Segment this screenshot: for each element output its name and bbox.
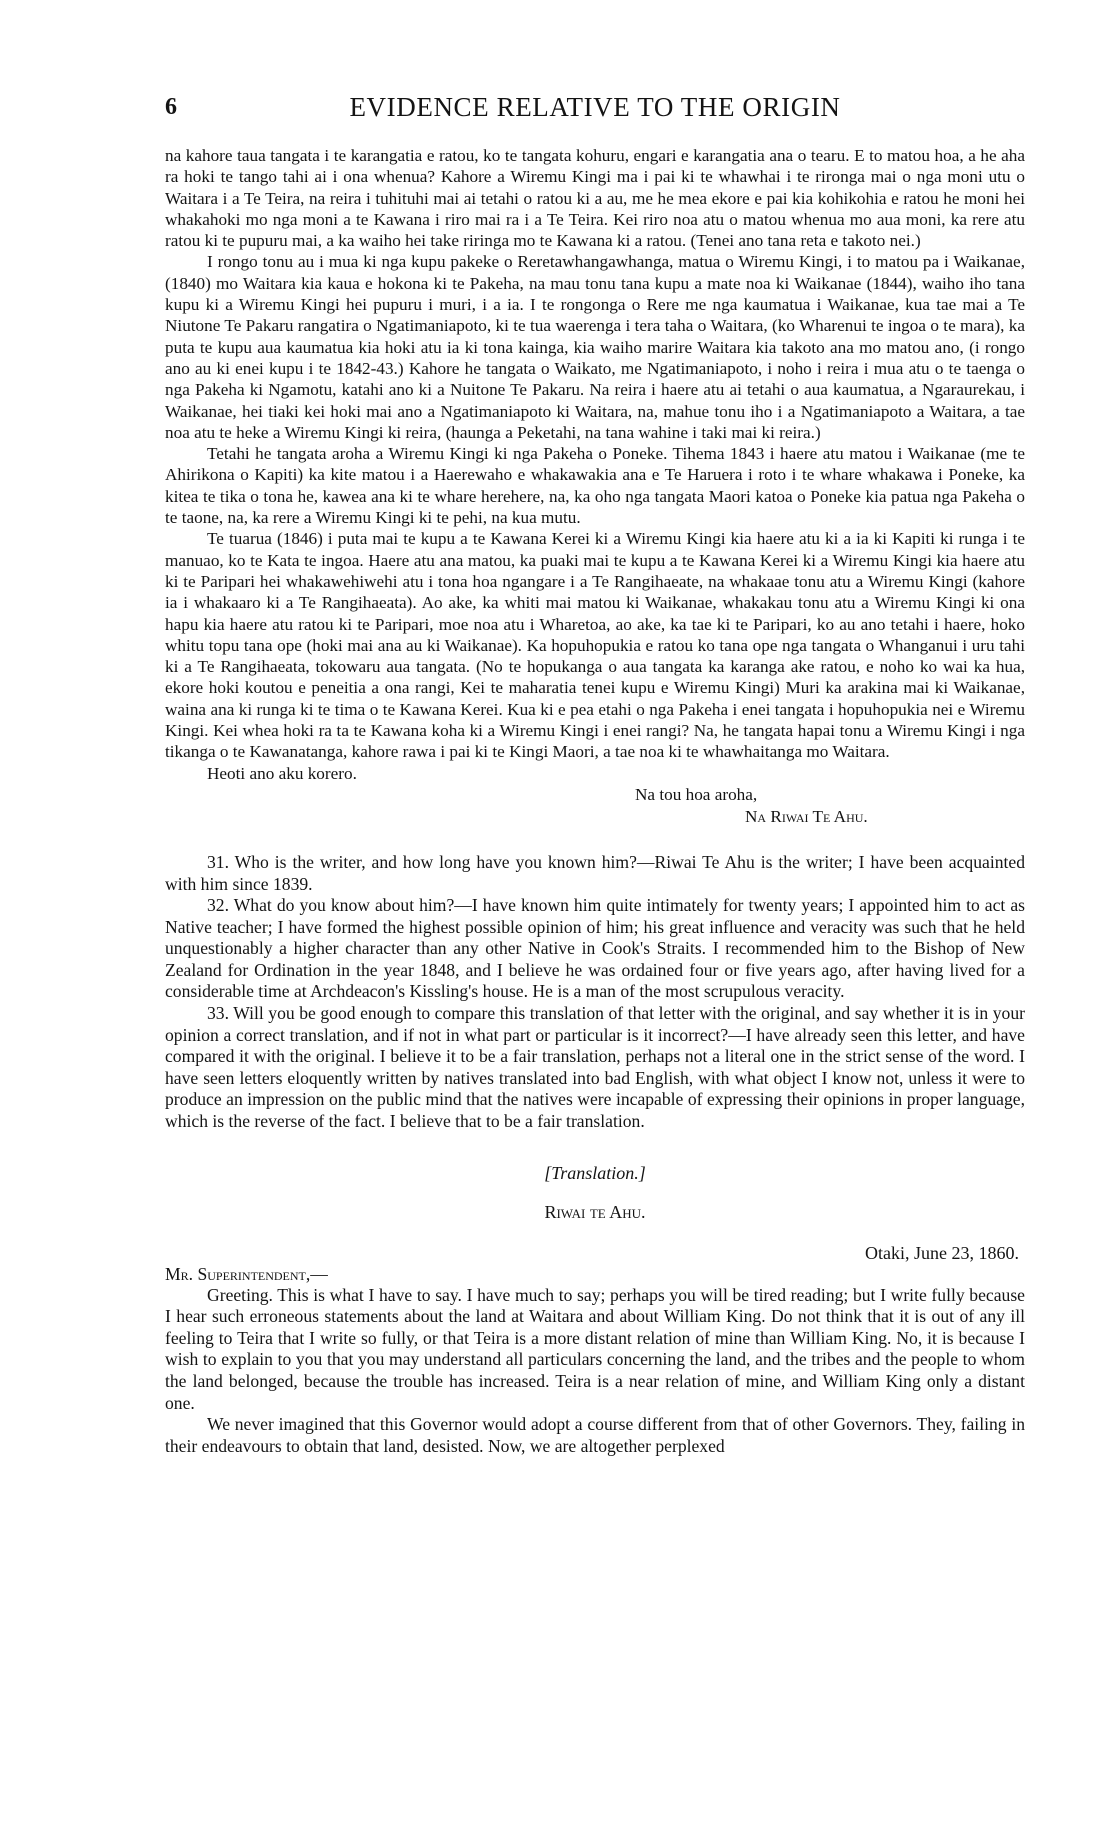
page-body [165,145,1025,1457]
maori-paragraph: Heoti ano aku korero. [207,763,357,783]
translation-paragraph: Greeting. This is what I have to say. I have much to say; perhaps you will be tired reading; but I write fully because I hear such erroneous statements about the land at Waitara and about William King. Do not think that it is out of any ill feeling to Teira that I write so fully, or that Teira is a more distant relation of mine than William King. No, it is because I wish to explain to you that you may understand all particulars concerning the land, and the tribes and the people to whom the land belonged, because the trouble has increased. Teira is a near relation of mine, and William King only a distant one. [165,1284,1025,1413]
letter-closing: Na tou hoa aroha, [635,784,758,804]
maori-paragraph: I rongo tonu au i mua ki nga kupu pakeke o Reretawhangawhanga, matua o Wiremu Kingi, i to matou pa i Waikanae, (1840) mo Waitara kia kaua e hokona ki te Pakeha, na mau tonu tana kupu a mate noa ki Waikanae (1844), waiho iho tana kupu ki a Wiremu Kingi hei pupuru i muri, i a ia. I te rongonga o Rere me nga kaumatua i Waikanae, kua tae mai a Te Niutone Te Pakaru rangatira o Ngatimaniapoto, ki te tua waerenga i tera taha o Waitara, (ko Wharenui te ingoa o te mara), ka puta te kupu aua kaumatua kia hoki atu ia ki tona kainga, kia waiho marire Waitara kia takoto ana mo matou ano, (i rongo ano au ki enei kupu i te 1842-43.) Kahore he tangata o Waikato, me Ngatimaniapoto, i noho i reira i mua atu o te taenga o nga Pakeha ki Ngamotu, katahi ano ki a Nuitone Te Pakaru. Na reira i haere atu ai tetahi o aua kaumatua, a Ngaraurekau, i Waikanae, hei tiaki kei hoki mai ano a Ngatimaniapoto ki Waitara, na, mahue tonu iho i a Ngatimaniapoto a Waitara, a tae noa atu te heke a Wiremu Kingi ki reira, (haunga a Peketahi, na tana wahine i taki mai ki reira.) [165,252,1025,442]
translation-paragraph: We never imagined that this Governor would adopt a course different from that of other Governors. They, failing in their endeavours to obtain that land, desisted. Now, we are altogether perplexed [165,1414,1025,1456]
maori-paragraph: Te tuarua (1846) i puta mai te kupu a te Kawana Kerei ki a Wiremu Kingi kia haere atu ki a ia ki Kapiti ki runga i te manuao, ko te Kata te ingoa. Haere atu ana matou, ka puaki mai te kupu a te Kawana Kerei ki a Wiremu Kingi kia haere atu ki te Paripari hei whakawehiwehi atu i tona hoa ngangare i a Te Rangihaeate, na whakaae tonu atu a Wiremu Kingi (kahore ia i whakaaro ki a Te Rangihaeata). Ao ake, ka whiti mai matou ki Waikanae, whakakau tonu atu a Wiremu Kingi ki ona hapu kia haere atu ratou ki te Paripari, moe noa atu i Wharetoa, ao ake, ka tae ki te Paripari, ko au ano tetahi i haere, hoko whitu topu tana ope (hoki mai ana au ki Waikanae). Ka hopuhopukia e ratou ko tana ope nga tangata o Whanganui i uru tahi ki a Te Rangihaeata, tokowaru aua tangata. (No te hopukanga o aua tangata ka karanga ake ratou, e noho ko wai ka hua, ekore hoki koutou e peneitia a ona rangi, Kei te maharatia tenei kupu e Wiremu Kingi) Muri ka arakina mai ki Waikanae, waina ana ki runga ki te tima o te Kawana Kerei. Kua ki e pea etahi o nga Pakeha i enei tangata i hopuhopukia nei e Wiremu Kingi. Kei whea hoki ra ta te Kawana koha ki a Wiremu Kingi i enei rangi? Na, he tangata hapai tonu a Wiremu Kingi i nga tikanga o te Kawanatanga, kahore rawa i pai ki te Kingi Maori, a tae noa ki te whawhaitanga mo Waitara. [165,529,1025,762]
translation-author: Riwai te Ahu. [544,1201,646,1222]
running-title: EVIDENCE RELATIVE TO THE ORIGIN [349,92,841,122]
letter-salutation: Mr. Superintendent,— [165,1263,328,1284]
translation-heading: [Translation.] [544,1162,646,1183]
page-number: 6 [165,94,177,120]
maori-letter [165,145,1025,828]
translation-letter [165,1285,1025,1458]
letter-date: Otaki, June 23, 1860. [865,1242,1019,1263]
evidence-question: 33. Will you be good enough to compare this translation of that letter with the original, and say whether it is in your opinion a correct translation, and if not in what part or particular is it incorrect?—I have already seen this letter, and have compared it with the original. I believe it to be a fair translation, perhaps not a literal one in the strict sense of the word. I have seen letters eloquently written by natives translated into bad English, with what object I know not, unless it were to produce an impression on the public mind that the natives were incapable of expressing their opinions in proper language, which is the reverse of the fact. I believe that to be a fair translation. [165,1003,1025,1132]
evidence-section [165,852,1025,1133]
evidence-question: 32. What do you know about him?—I have known him quite intimately for twenty years; I appointed him to act as Native teacher; I have formed the highest possible opinion of him; his great influence and veracity was such that he held unquestionably a higher character than any other Native in Cook's Straits. I recommended him to the Bishop of New Zealand for Ordination in the year 1848, and I believe he was ordained four or five years ago, after having lived for a considerable time at Archdeacon's Kissling's house. He is a man of the most scrupulous veracity. [165,895,1025,1002]
evidence-question: 31. Who is the writer, and how long have you known him?—Riwai Te Ahu is the writer; I have been acquainted with him since 1839. [165,851,1025,894]
page-header [165,92,1025,126]
maori-paragraph: Tetahi he tangata aroha a Wiremu Kingi ki nga Pakeha o Poneke. Tihema 1843 i haere atu matou i Waikanae (me te Ahirikona o Kapiti) ka kite matou i a Haerewaho e whakawakia ana e Te Haruera i roto i te whare whakawa i Poneke, ka kitea te tika o tona he, kawea ana ki te whare herehere, na, ka oho nga tangata Maori katoa o Poneke kia patua nga Pakeha o te taone, na, ka rere a Wiremu Kingi ki te pehi, na kua mutu. [165,444,1025,528]
maori-paragraph: na kahore taua tangata i te karangatia e ratou, ko te tangata kohuru, engari e karangatia ana o tearu. E to matou hoa, a he aha ra hoki te tango tahi ai i ona whenua? Kahore a Wiremu Kingi ma i pai ki te whawhai i te rironga mai o nga moni utu o Waitara i a Te Teira, na reira i tuhituhi mai ai tetahi o ratou ki a au, me he mea ekore e pai kia kohikohia e ratou he moni hei whakahoki mo nga moni a te Kawana i riro mai ra i a Te Teira. Kei riro noa atu o matou whenua mo aua moni, ka rere atu ratou ki te pupuru mai, a ka waiho hei take riringa mo te Kawana ki a ratou. (Tenei ano tana reta e takoto nei.) [165,146,1025,251]
letter-signature: Na Riwai Te Ahu. [745,806,868,826]
